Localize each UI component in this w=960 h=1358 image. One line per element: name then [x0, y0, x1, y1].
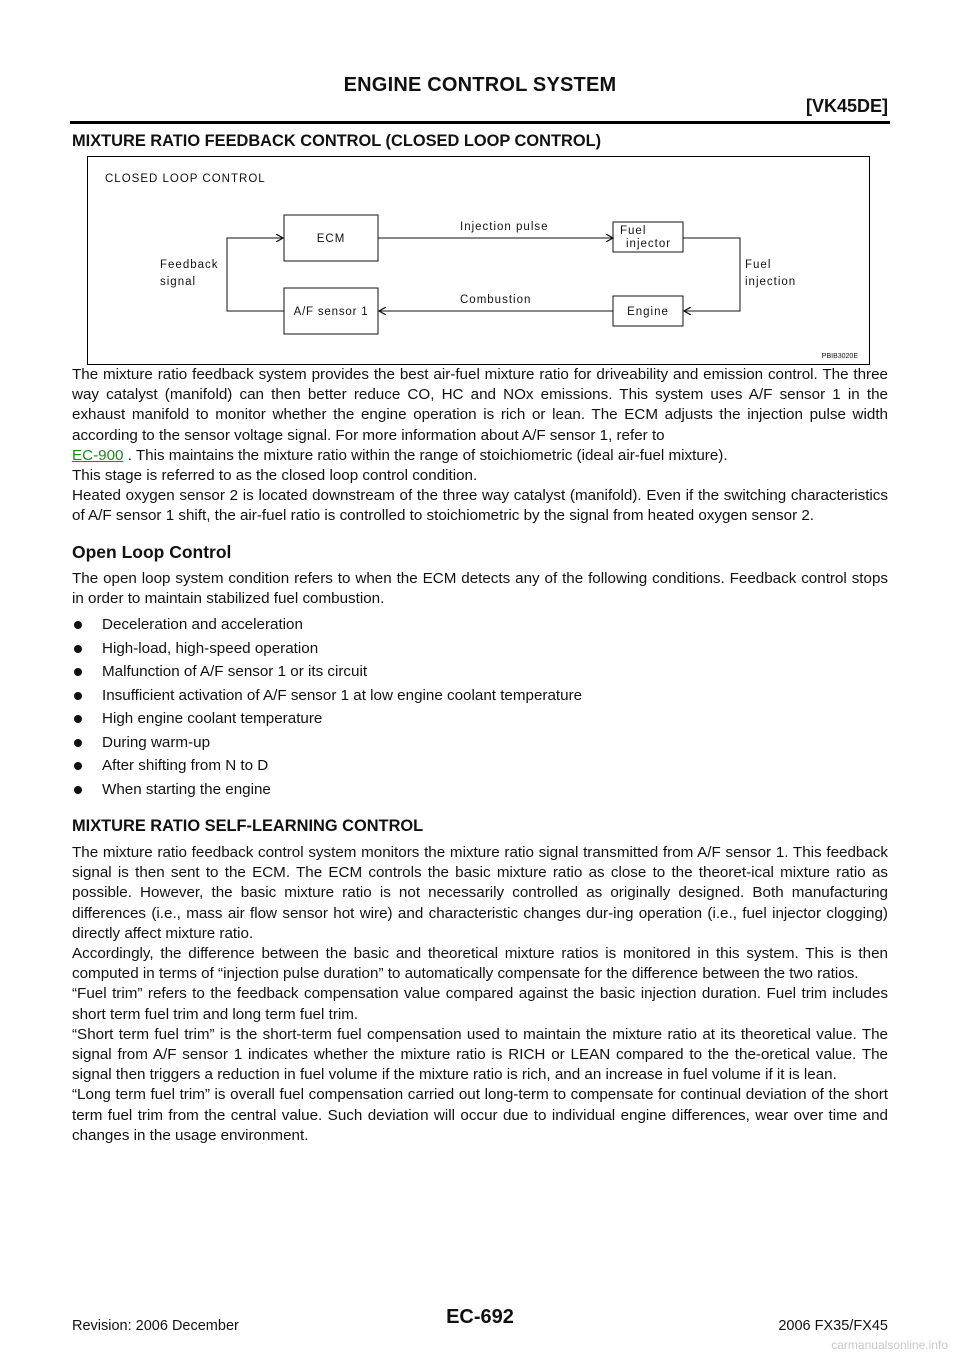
vehicle-model: 2006 FX35/FX45	[778, 1318, 888, 1334]
bullet-icon	[74, 739, 82, 747]
list-item: High engine coolant temperature	[72, 709, 888, 733]
page-title: ENGINE CONTROL SYSTEM	[343, 74, 617, 96]
page-content	[72, 126, 888, 1146]
engine-label: Engine	[627, 306, 669, 318]
fuel-injector-label-2: injector	[626, 238, 672, 250]
section-title-open-loop: Open Loop Control	[72, 541, 232, 562]
closed-loop-diagram-svg	[88, 157, 869, 364]
fuel-injection-loop	[683, 238, 740, 311]
list-item: During warm-up	[72, 733, 888, 757]
list-item: After shifting from N to D	[72, 756, 888, 780]
paragraph-closed-loop-1: The mixture ratio feedback system provides the best air-fuel mixture ratio for driveability and emission control. The three way catalyst (manifold) can then better reduce CO, HC and NOx emissions. This system uses A/F sensor 1 in the exhaust manifold to monitor whether the engine operation is rich or lean. The ECM adjusts the injection pulse width according to the sensor voltage signal. For more information about A/F sensor 1, refer to EC-900 . This maintains the mixture ratio within the range of stoichiometric (ideal air-fuel mixture).	[72, 366, 888, 464]
bullet-icon	[74, 715, 82, 723]
fuel-injection-label-2: injection	[745, 276, 797, 288]
paragraph-self-learning-1: The mixture ratio feedback control system monitors the mixture ratio signal transmitted from A/F sensor 1. This feedback signal is then sent to the ECM. The ECM controls the basic mixture ratio as close to the theoret-ical mixture ratio as possible. However, the basic mixture ratio is not necessarily controlled as originally designed. Both manufacturing differences (i.e., mass air flow sensor hot wire) and characteristic changes dur-ing operation (i.e., fuel injector clogging) directly affect mixture ratio.	[72, 844, 888, 942]
list-item: Deceleration and acceleration	[72, 615, 888, 639]
bullet-icon	[74, 668, 82, 676]
link-ec-900[interactable]: EC-900	[72, 446, 124, 464]
combustion-label: Combustion	[460, 294, 532, 306]
watermark: carmanualsonline.info	[831, 1338, 948, 1352]
revision-date: Revision: 2006 December	[72, 1318, 239, 1334]
paragraph-self-learning-2: Accordingly, the difference between the basic and theoretical mixture ratios is monitored in this system. This is then computed in terms of “injection pulse duration” to automatically compensate for the difference between the two ratios.	[72, 945, 888, 983]
feedback-label-1: Feedback	[160, 259, 219, 271]
list-item: When starting the engine	[72, 780, 888, 804]
section-title-self-learning: MIXTURE RATIO SELF-LEARNING CONTROL	[72, 817, 424, 836]
closed-loop-diagram	[87, 156, 870, 365]
engine-code: [VK45DE]	[805, 96, 888, 116]
paragraph-closed-loop-3: Heated oxygen sensor 2 is located downstream of the three way catalyst (manifold). Even if the switching characteristics of A/F sensor 1 shift, the air-fuel ratio is controlled to stoichiometric by the signal from heated oxygen sensor 2.	[72, 487, 888, 525]
bullet-icon	[74, 645, 82, 653]
injection-pulse-label: Injection pulse	[460, 221, 549, 233]
list-item: Malfunction of A/F sensor 1 or its circuit	[72, 662, 888, 686]
paragraph-closed-loop-2: This stage is referred to as the closed loop control condition.	[72, 467, 478, 485]
list-item: High-load, high-speed operation	[72, 639, 888, 663]
paragraph-self-learning-5: “Long term fuel trim” is overall fuel compensation carried out long-term to compensate for continual deviation of the short term fuel trim from the central value. Such deviation will occur due to individual engine differences, wear over time and changes in the usage environment.	[72, 1086, 888, 1144]
open-loop-condition-list	[72, 615, 888, 803]
paragraph-open-loop-intro: The open loop system condition refers to when the ECM detects any of the following conditions. Feedback control stops in order to maintain stabilized fuel combustion.	[72, 569, 888, 607]
paragraph-self-learning-3: “Fuel trim” refers to the feedback compensation value compared against the basic injection duration. Fuel trim includes short term fuel trim and long term fuel trim.	[72, 985, 888, 1023]
bullet-icon	[74, 786, 82, 794]
af-sensor-label: A/F sensor 1	[293, 306, 369, 318]
page-number: EC-692	[446, 1306, 514, 1328]
list-item: Insufficient activation of A/F sensor 1 at low engine coolant temperature	[72, 686, 888, 710]
figure-id: PBIB3020E	[821, 353, 858, 360]
bullet-icon	[74, 621, 82, 629]
paragraph-self-learning-4: “Short term fuel trim” is the short-term fuel compensation used to maintain the mixture ratio at its theoretical value. The signal from A/F sensor 1 indicates whether the mixture ratio is RICH or LEAN compared to the the-oretical value. The signal then triggers a reduction in fuel volume if the mixture ratio is rich, and an increase in fuel volume if it is lean.	[72, 1025, 888, 1084]
ecm-label: ECM	[316, 233, 346, 245]
fuel-injection-label-1: Fuel	[745, 259, 772, 271]
bullet-icon	[74, 762, 82, 770]
section-title-closed-loop: MIXTURE RATIO FEEDBACK CONTROL (CLOSED LOOP CONTROL)	[72, 132, 602, 150]
fuel-injector-label-1: Fuel	[620, 225, 647, 237]
feedback-label-2: signal	[160, 276, 197, 288]
bullet-icon	[74, 692, 82, 700]
header-rule	[70, 121, 890, 124]
feedback-signal-loop	[227, 238, 284, 311]
diagram-caption: CLOSED LOOP CONTROL	[105, 173, 266, 185]
